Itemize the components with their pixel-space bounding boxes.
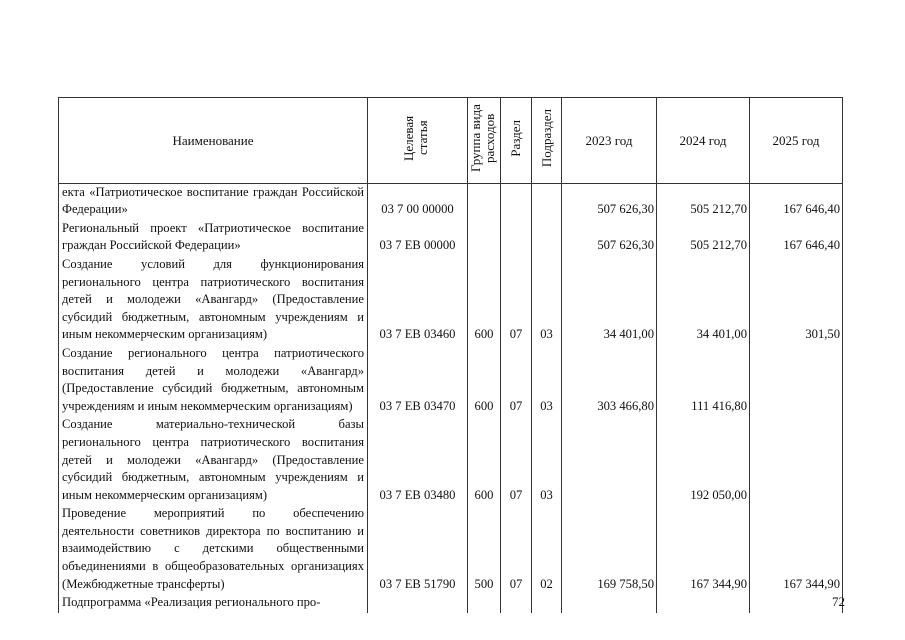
row-2025: 167 646,40 (750, 220, 843, 256)
row-subsection: 03 (532, 416, 562, 505)
row-name: Создание материально-технической базы регионального центра патриотического воспитания детей и молодежи «Авангард» (Предоставление субсидий бюджетным, автономным учреждениям и иным некоммерческим организациям) (59, 416, 368, 505)
row-section: 07 (501, 416, 532, 505)
header-2024-label: 2024 год (679, 132, 727, 148)
header-section-label: Раздел (508, 119, 523, 157)
row-target: 03 7 EB 03480 (368, 416, 468, 505)
row-section: 07 (501, 505, 532, 594)
header-2025 (750, 98, 843, 184)
header-target-label: Целевая статья (400, 115, 430, 161)
row-group (468, 594, 501, 613)
header-section (501, 98, 532, 184)
table-row (59, 183, 843, 220)
table-row (59, 345, 843, 416)
row-section (501, 594, 532, 613)
row-name: екта «Патриотическое воспитание граждан Российской Федерации» (59, 183, 368, 220)
row-2025: 167 646,40 (750, 183, 843, 220)
row-2023: 303 466,80 (562, 345, 657, 416)
header-2025-label: 2025 год (772, 132, 820, 148)
row-section: 07 (501, 256, 532, 345)
row-name: Региональный проект «Патриотическое воспитание граждан Российской Федерации» (59, 220, 368, 256)
row-2023: 169 758,50 (562, 505, 657, 594)
row-section (501, 220, 532, 256)
table-header (59, 98, 843, 184)
row-group: 600 (468, 256, 501, 345)
row-2025 (750, 416, 843, 505)
row-2023: 507 626,30 (562, 183, 657, 220)
budget-table-page (58, 97, 842, 613)
header-2023-label: 2023 год (585, 132, 633, 148)
row-group: 500 (468, 505, 501, 594)
row-section: 07 (501, 345, 532, 416)
header-target (368, 98, 468, 184)
row-target: 03 7 EB 51790 (368, 505, 468, 594)
row-section (501, 183, 532, 220)
header-name (59, 98, 368, 184)
row-target: 03 7 EB 03460 (368, 256, 468, 345)
row-target (368, 594, 468, 613)
row-subsection: 02 (532, 505, 562, 594)
table-row (59, 594, 843, 613)
row-target: 03 7 EB 03470 (368, 345, 468, 416)
row-2024: 505 212,70 (657, 183, 750, 220)
row-group: 600 (468, 416, 501, 505)
row-name: Создание регионального центра патриотического воспитания детей и молодежи «Авангард» (Предоставление субсидий бюджетным, автономным учреждениям и иным некоммерческим организациям) (59, 345, 368, 416)
row-2024: 34 401,00 (657, 256, 750, 345)
header-group-label: Группа вида расходов (468, 104, 497, 172)
table-body (59, 183, 843, 613)
page-number: 72 (832, 594, 845, 609)
row-subsection (532, 183, 562, 220)
table-row (59, 220, 843, 256)
row-2025: 167 344,90 (750, 505, 843, 594)
row-2024: 111 416,80 (657, 345, 750, 416)
row-2023: 34 401,00 (562, 256, 657, 345)
row-group (468, 183, 501, 220)
row-subsection (532, 594, 562, 613)
row-2024: 192 050,00 (657, 416, 750, 505)
row-group: 600 (468, 345, 501, 416)
budget-table (58, 97, 843, 613)
row-name: Проведение мероприятий по обеспечению деятельности советников директора по воспитанию и взаимодействию с детскими общественными объединениями в общеобразовательных организациях (Межбюджетные трансферты) (59, 505, 368, 594)
row-2025 (750, 345, 843, 416)
header-subsection (532, 98, 562, 184)
table-row (59, 416, 843, 505)
row-target: 03 7 00 00000 (368, 183, 468, 220)
row-2025: 301,50 (750, 256, 843, 345)
row-group (468, 220, 501, 256)
row-name: Создание условий для функционирования регионального центра патриотического воспитания детей и молодежи «Авангард» (Предоставление субсидий бюджетным, автономным учреждениям и иным некоммерческим организациям) (59, 256, 368, 345)
row-subsection (532, 220, 562, 256)
row-2023 (562, 416, 657, 505)
row-2023: 507 626,30 (562, 220, 657, 256)
row-2024: 505 212,70 (657, 220, 750, 256)
row-2024: 167 344,90 (657, 505, 750, 594)
row-2023 (562, 594, 657, 613)
header-2024 (657, 98, 750, 184)
table-row (59, 505, 843, 594)
row-target: 03 7 EB 00000 (368, 220, 468, 256)
header-group (468, 98, 501, 184)
table-row (59, 256, 843, 345)
row-subsection: 03 (532, 345, 562, 416)
header-subsection-label: Подраздел (538, 108, 554, 168)
header-name-label: Наименование (172, 132, 254, 148)
header-2023 (562, 98, 657, 184)
row-name: Подпрограмма «Реализация регионального про- (59, 594, 368, 613)
row-2024 (657, 594, 750, 613)
row-subsection: 03 (532, 256, 562, 345)
